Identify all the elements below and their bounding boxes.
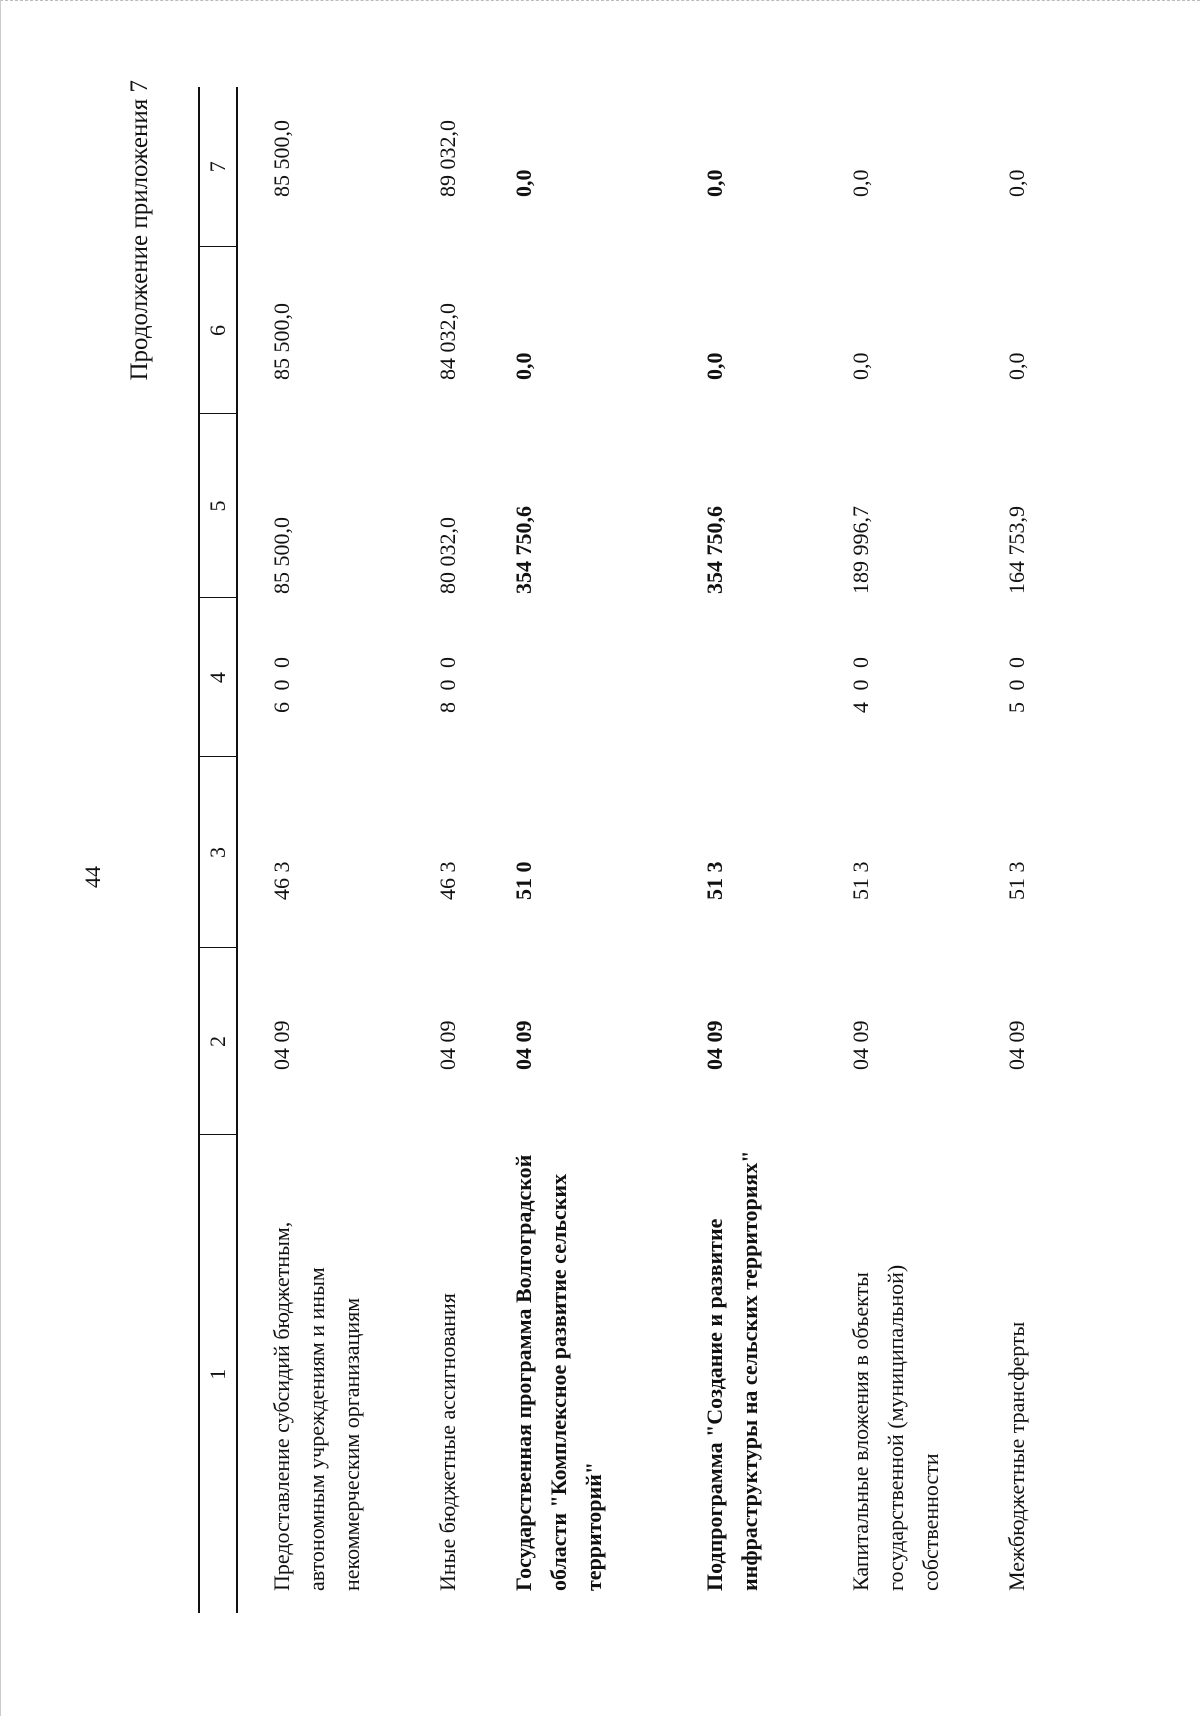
row-value-6: 0,0: [1004, 352, 1029, 380]
row-name: Государственная программа Волгоградской области "Комплексное развитие сельских территорий": [511, 1154, 606, 1591]
row-value-7: 0,0: [511, 169, 536, 197]
header-col-4: 4: [199, 598, 237, 757]
row-value-7: 89 032,0: [435, 120, 460, 197]
row-program: 51 3: [702, 861, 727, 900]
row-kind: 4 0 0: [848, 654, 873, 713]
row-program: 51 3: [1004, 861, 1029, 900]
row-section: 04 09: [435, 1020, 460, 1070]
row-value-5: 80 032,0: [435, 517, 460, 594]
row-value-6: 0,0: [511, 352, 536, 380]
row-value-6: 0,0: [702, 352, 727, 380]
page-number: 44: [80, 866, 105, 888]
row-program: 51 0: [511, 861, 536, 900]
table-row: [404, 87, 480, 1613]
table-header-row: [199, 87, 237, 1613]
row-kind: [480, 598, 671, 757]
row-value-5: 85 500,0: [269, 517, 294, 594]
row-name: Подпрограмма "Создание и развитие инфраструктуры на сельских территориях": [702, 1150, 762, 1591]
table-row: [237, 87, 404, 1613]
table-row: [817, 87, 973, 1613]
budget-table: [198, 87, 1069, 1613]
table-row: [671, 87, 817, 1613]
row-value-5: 189 996,7: [848, 506, 873, 594]
row-kind: 6 0 0: [269, 654, 294, 713]
table-row: [973, 87, 1069, 1613]
row-program: 51 3: [848, 861, 873, 900]
row-section: 04 09: [848, 1020, 873, 1070]
row-section: 04 09: [702, 1020, 727, 1070]
header-col-6: 6: [199, 247, 237, 414]
row-name: Капитальные вложения в объекты государственной (муниципальной) собственности: [848, 1264, 943, 1591]
row-section: 04 09: [511, 1020, 536, 1070]
header-col-1: 1: [199, 1135, 237, 1613]
row-value-5: 354 750,6: [702, 506, 727, 594]
row-name: Межбюджетные трансферты: [1004, 1321, 1029, 1591]
row-program: 46 3: [269, 861, 294, 900]
row-value-5: 354 750,6: [511, 506, 536, 594]
row-value-6: 0,0: [848, 352, 873, 380]
row-kind: 8 0 0: [435, 654, 460, 713]
appendix-note: Продолжение приложения 7: [126, 80, 153, 381]
header-col-5: 5: [199, 414, 237, 598]
row-value-7: 0,0: [848, 169, 873, 197]
row-kind: [671, 598, 817, 757]
row-value-6: 84 032,0: [435, 303, 460, 380]
row-name: Предоставление субсидий бюджетным, автономным учреждениям и иным некоммерческим организациям: [269, 1221, 364, 1591]
header-col-3: 3: [199, 757, 237, 948]
header-col-7: 7: [199, 87, 237, 247]
header-col-2: 2: [199, 948, 237, 1135]
row-value-7: 0,0: [1004, 169, 1029, 197]
row-value-7: 85 500,0: [269, 120, 294, 197]
row-kind: 5 0 0: [1004, 654, 1029, 713]
row-name: Иные бюджетные ассигнования: [435, 1293, 460, 1591]
row-program: 46 3: [435, 861, 460, 900]
row-section: 04 09: [269, 1020, 294, 1070]
row-value-6: 85 500,0: [269, 303, 294, 380]
table-row: [480, 87, 671, 1613]
row-value-7: 0,0: [702, 169, 727, 197]
row-value-5: 164 753,9: [1004, 506, 1029, 594]
row-section: 04 09: [1004, 1020, 1029, 1070]
